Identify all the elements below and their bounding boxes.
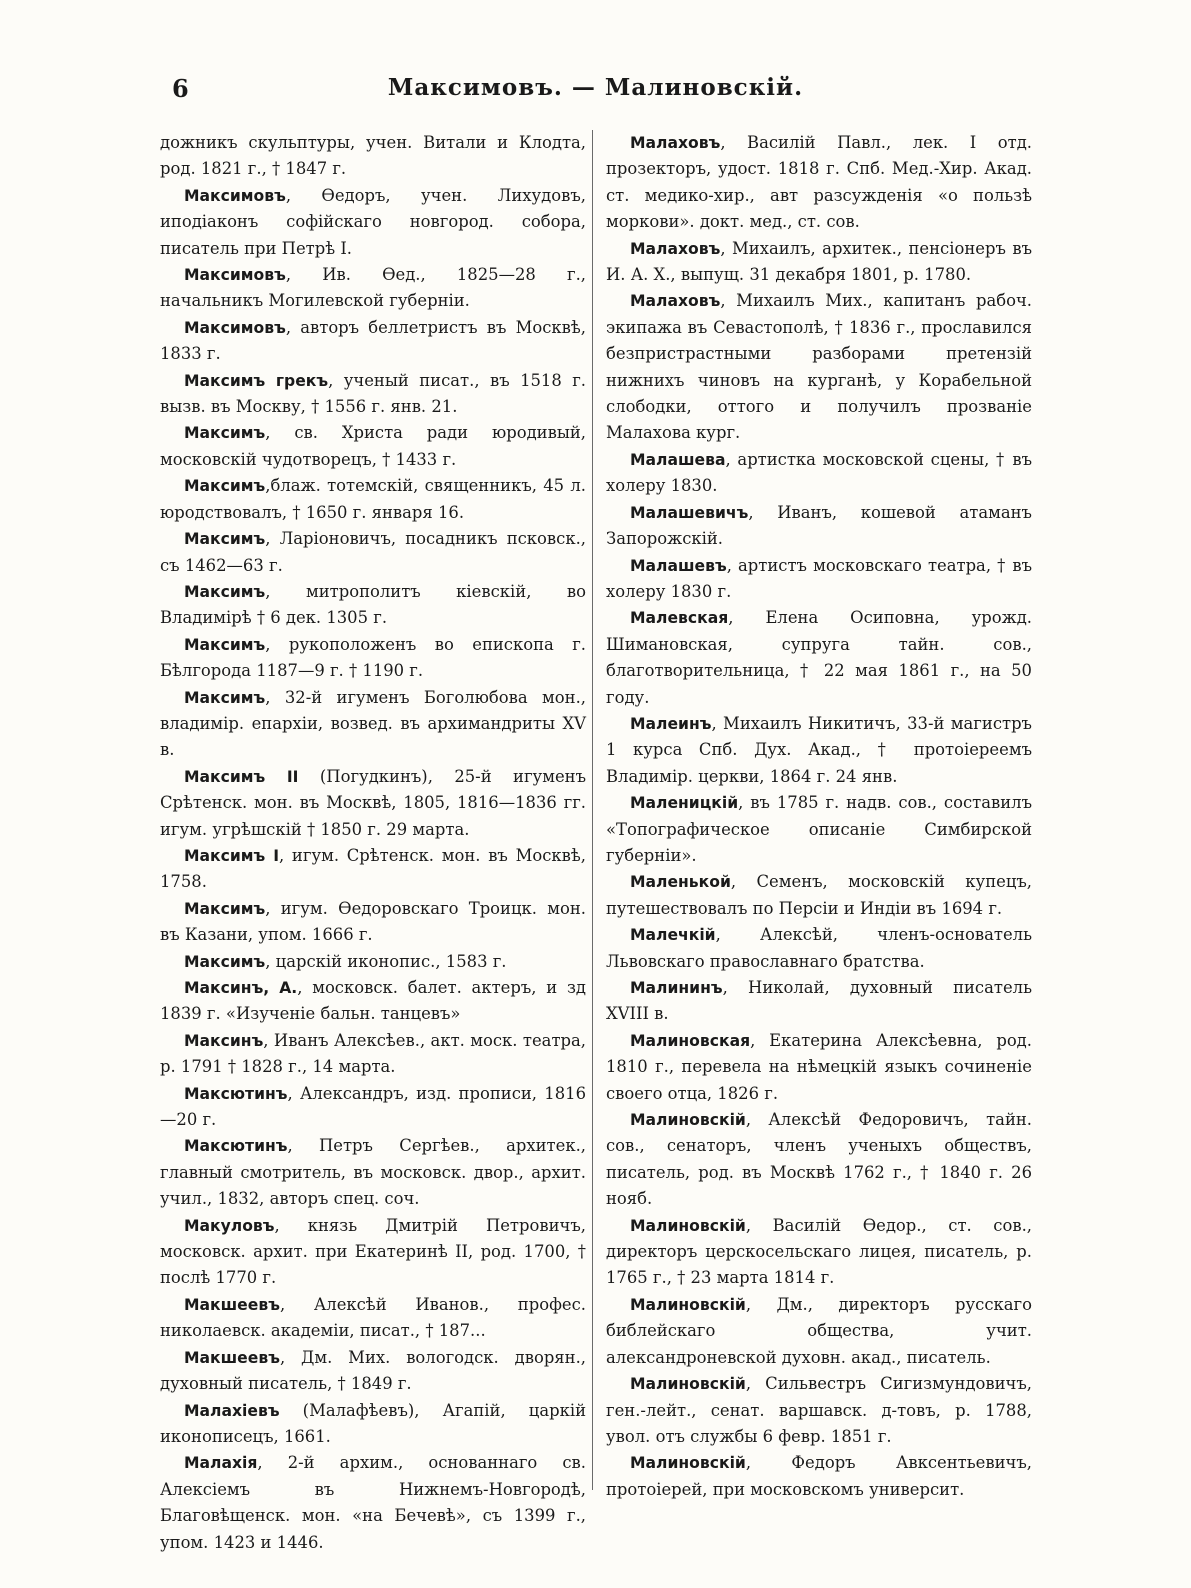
dictionary-entry	[160, 949, 586, 975]
dictionary-entry	[606, 236, 1032, 289]
entry-text: , 32-й игуменъ Боголюбова мон., владимір. епархіи, возвед. въ архимандриты XV в.	[160, 687, 586, 760]
entry-text: , Ив. Өед., 1825—28 г., начальникъ Могилевской губерніи.	[160, 265, 586, 311]
dictionary-entry	[160, 420, 586, 473]
entry-headword: Маленицкій	[630, 794, 739, 813]
entry-headword: Максимовъ	[184, 186, 286, 205]
entry-text: , Михаилъ Мих., капитанъ рабоч. экипажа въ Севастополѣ, † 1836 г., прославился безпристрастными разборами претензій нижнихъ чиновъ на курганѣ, у Корабельной слободки, оттого и получилъ прозваніе Малахова кург.	[606, 291, 1032, 443]
entry-headword: Макшеевъ	[184, 1348, 280, 1367]
entry-text: , Екатерина Алексѣевна, род. 1810 г., перевела на нѣмецкій языкъ сочиненіе своего отца, 1826 г.	[606, 1030, 1032, 1103]
entry-headword: Максинъ	[184, 1031, 264, 1050]
entry-headword: Малиновскій	[630, 1111, 746, 1130]
entry-headword: Малашевичъ	[630, 503, 749, 522]
dictionary-entry	[606, 790, 1032, 869]
entry-headword: Малиновскій	[630, 1216, 746, 1235]
entry-headword: Малахіевъ	[184, 1401, 280, 1420]
dictionary-entry	[606, 922, 1032, 975]
dictionary-entry	[606, 1292, 1032, 1371]
dictionary-entry	[160, 183, 586, 262]
entry-headword: Малашева	[630, 450, 726, 469]
dictionary-entry	[160, 368, 586, 421]
dictionary-entry	[160, 1133, 586, 1212]
entry-text: , въ 1785 г. надв. сов., составилъ «Топографическое описаніе Симбирской губерніи».	[606, 793, 1032, 865]
entry-text: , артистка московской сцены, † въ холеру 1830.	[606, 449, 1032, 496]
entry-headword: Малиновскій	[630, 1295, 746, 1314]
dictionary-entry	[160, 130, 586, 183]
entry-text: , игум. Срѣтенск. мон. въ Москвѣ, 1758.	[160, 845, 586, 892]
entry-text: , Иванъ, кошевой атаманъ Запорожскій.	[606, 502, 1032, 549]
entry-text: , митрополитъ кіевскій, во Владимірѣ † 6 дек. 1305 г.	[160, 581, 586, 628]
dictionary-entry	[160, 1213, 586, 1292]
entry-text: , Алексѣй, членъ-основатель Львовскаго православнаго братства.	[606, 925, 1032, 971]
entry-text: , князь Дмитрій Петровичъ, московск. архит. при Екатеринѣ II, род. 1700, † послѣ 1770 г.	[160, 1215, 586, 1288]
entry-text: , Николай, духовный писатель XVIII в.	[606, 978, 1032, 1024]
entry-text: , ученый писат., въ 1518 г. вызв. въ Москву, † 1556 г. янв. 21.	[160, 370, 587, 417]
running-title: Максимовъ. — Малиновскій.	[387, 74, 804, 101]
entry-text: , Дм., директоръ русскаго библейскаго общества, учит. александроневской духовн. акад., писатель.	[606, 1294, 1032, 1367]
entry-headword: Максютинъ	[184, 1137, 288, 1156]
entry-headword: Маленькой	[630, 873, 731, 892]
entry-headword: Максимъ	[184, 530, 266, 549]
entry-headword: Максютинъ	[184, 1084, 288, 1103]
entry-text: , Алексѣй Федоровичъ, тайн. сов., сенаторъ, членъ ученыхъ обществъ, писатель, род. въ Москвѣ 1762 г., † 1840 г. 26 нояб.	[606, 1110, 1032, 1209]
dictionary-entry	[606, 288, 1032, 446]
entry-headword: Малиновскій	[630, 1454, 746, 1473]
entry-text: дожникъ скульптуры, учен. Витали и Клодта, род. 1821 г., † 1847 г.	[160, 133, 586, 179]
entry-text: , 2-й архим., основаннаго св. Алексіемъ въ Нижнемъ-Новгородѣ, Благовѣщенск. мон. «на Бечевѣ», съ 1399 г., упом. 1423 и 1446.	[160, 1453, 586, 1552]
entry-text: , Алексѣй Иванов., профес. николаевск. академіи, писат., † 187...	[160, 1294, 586, 1341]
entry-headword: Максимъ	[184, 582, 266, 601]
entry-text: , Ларіоновичъ, посадникъ псковск., съ 1462—63 г.	[160, 529, 586, 575]
entry-headword: Малининъ	[630, 979, 723, 997]
dictionary-entry	[160, 685, 586, 764]
entry-headword: Максимъ	[184, 424, 266, 443]
dictionary-entry	[606, 447, 1032, 500]
entry-text: (Погудкинъ), 25-й игуменъ Срѣтенск. мон. въ Москвѣ, 1805, 1816—1836 гг. игум. угрѣшскій † 1850 г. 29 марта.	[160, 766, 586, 839]
entry-headword: Максимовъ	[184, 266, 286, 285]
dictionary-entry	[160, 262, 586, 315]
entry-headword: Максимъ	[184, 952, 266, 971]
page-number: 6	[172, 74, 189, 103]
column-divider	[592, 130, 593, 1490]
entry-headword: Максимъ	[184, 899, 266, 918]
entry-text: (Малафѣевъ), Агапій, царкій иконописецъ, 1661.	[160, 1400, 586, 1446]
entry-text: , Михаилъ Никитичъ, 33-й магистръ 1 курса Спб. Дух. Акад., † протоіереемъ Владимір. церкви, 1864 г. 24 янв.	[606, 713, 1032, 786]
entry-headword: Максимъ	[184, 688, 266, 707]
entry-text: , Федоръ Авксентьевичъ, протоіерей, при московскомъ университ.	[606, 1453, 1032, 1499]
entry-text: , Елена Осиповна, урожд. Шимановская, супруга тайн. сов., благотворительница, † 22 мая 1861 г., на 50 году.	[606, 608, 1032, 707]
dictionary-entry	[606, 130, 1032, 236]
entry-text: , Сильвестръ Сигизмундовичъ, ген.-лейт., сенат. варшавск. д-товъ, р. 1788, увол. отъ службы 6 февр. 1851 г.	[606, 1374, 1032, 1446]
entry-headword: Максимъ	[184, 635, 266, 654]
dictionary-entry	[606, 500, 1032, 553]
entry-headword: Максимовъ	[184, 318, 286, 337]
dictionary-entry	[160, 1450, 586, 1556]
entry-text: , царскій иконопис., 1583 г.	[265, 951, 507, 971]
dictionary-entry	[160, 1081, 586, 1134]
dictionary-entry	[160, 1345, 586, 1398]
dictionary-entry	[160, 764, 586, 843]
entry-headword: Максимъ	[184, 477, 266, 496]
entry-headword: Малиновская	[630, 1031, 751, 1050]
entry-headword: Макшеевъ	[184, 1295, 280, 1314]
dictionary-entry	[606, 869, 1032, 922]
entry-text: , Семенъ, московскій купецъ, путешествовалъ по Персіи и Индіи въ 1694 г.	[606, 872, 1032, 918]
entry-text: , игум. Өедоровскаго Троицк. мон. въ Казани, упом. 1666 г.	[160, 898, 586, 945]
entry-headword: Малаховъ	[630, 292, 721, 311]
entry-text: , московск. балет. актеръ, и зд 1839 г. «Изученіе бальн. танцевъ»	[160, 978, 586, 1024]
entry-text: , Өедоръ, учен. Лихудовъ, иподіаконъ софійскаго новгород. собора, писатель при Петрѣ I.	[160, 185, 586, 258]
dictionary-entry	[606, 1028, 1032, 1107]
dictionary-entry	[160, 473, 586, 526]
entry-headword: Малаховъ	[630, 134, 721, 152]
left-column	[160, 130, 586, 1556]
dictionary-entry	[606, 1371, 1032, 1450]
dictionary-entry	[160, 1292, 586, 1345]
entry-text: , св. Христа ради юродивый, московскій чудотворецъ, † 1433 г.	[160, 423, 586, 469]
dictionary-entry	[160, 315, 586, 368]
entry-headword: Малечкій	[630, 926, 716, 945]
dictionary-entry	[606, 1213, 1032, 1292]
dictionary-entry	[606, 553, 1032, 606]
dictionary-entry	[606, 605, 1032, 711]
entry-text: , Петръ Сергѣев., архитек., главный смотритель, въ московск. двор., архит. учил., 1832, авторъ спец. соч.	[160, 1136, 586, 1209]
dictionary-entry	[606, 1450, 1032, 1503]
entry-text: , Василій Өедор., ст. сов., директоръ церскосельскаго лицея, писатель, р. 1765 г., † 23 марта 1814 г.	[606, 1215, 1032, 1288]
entry-text: , рукоположенъ во епископа г. Бѣлгорода 1187—9 г. † 1190 г.	[160, 634, 586, 681]
dictionary-entry	[160, 1028, 586, 1081]
entry-text: ,блаж. тотемскій, священникъ, 45 л. юродствовалъ, † 1650 г. января 16.	[160, 476, 586, 522]
entry-headword: Малевская	[630, 609, 729, 628]
dictionary-entry	[606, 1107, 1032, 1213]
entry-text: , Дм. Мих. вологодск. дворян., духовный писатель, † 1849 г.	[160, 1347, 586, 1394]
entry-text: , Александръ, изд. прописи, 1816—20 г.	[160, 1083, 586, 1130]
dictionary-entry	[160, 526, 586, 579]
dictionary-entry	[160, 975, 586, 1028]
entry-text: , авторъ беллетристъ въ Москвѣ, 1833 г.	[160, 317, 586, 364]
entry-text: , Михаилъ, архитек., пенсіонеръ въ И. А. Х., выпущ. 31 декабря 1801, р. 1780.	[606, 238, 1032, 285]
entry-headword: Максимъ II	[184, 767, 299, 786]
entry-headword: Малиновскій	[630, 1375, 746, 1394]
dictionary-entry	[160, 579, 586, 632]
right-column	[606, 130, 1032, 1503]
entry-headword: Максинъ, А.	[184, 979, 298, 997]
entry-text: , артистъ московскаго театра, † въ холеру 1830 г.	[606, 555, 1032, 601]
dictionary-entry	[160, 1398, 586, 1451]
dictionary-entry	[606, 975, 1032, 1028]
entry-headword: Малаховъ	[630, 239, 721, 258]
entry-headword: Малеинъ	[630, 714, 712, 733]
entry-headword: Макуловъ	[184, 1216, 275, 1235]
entry-headword: Максимъ I	[184, 846, 279, 865]
page-header	[160, 74, 1031, 114]
entry-text: , Василій Павл., лек. I отд. прозекторъ, удост. 1818 г. Спб. Мед.-Хир. Акад. ст. медико-хир., авт разсужденія «о пользѣ моркови». докт. мед., ст. сов.	[606, 133, 1032, 232]
entry-headword: Максимъ грекъ	[184, 371, 329, 390]
entry-text: , Иванъ Алексѣев., акт. моск. театра, р. 1791 † 1828 г., 14 марта.	[160, 1030, 586, 1077]
dictionary-entry	[606, 711, 1032, 790]
dictionary-entry	[160, 843, 586, 896]
dictionary-entry	[160, 896, 586, 949]
dictionary-entry	[160, 632, 586, 685]
entry-headword: Малахія	[184, 1454, 258, 1473]
entry-headword: Малашевъ	[630, 556, 727, 575]
